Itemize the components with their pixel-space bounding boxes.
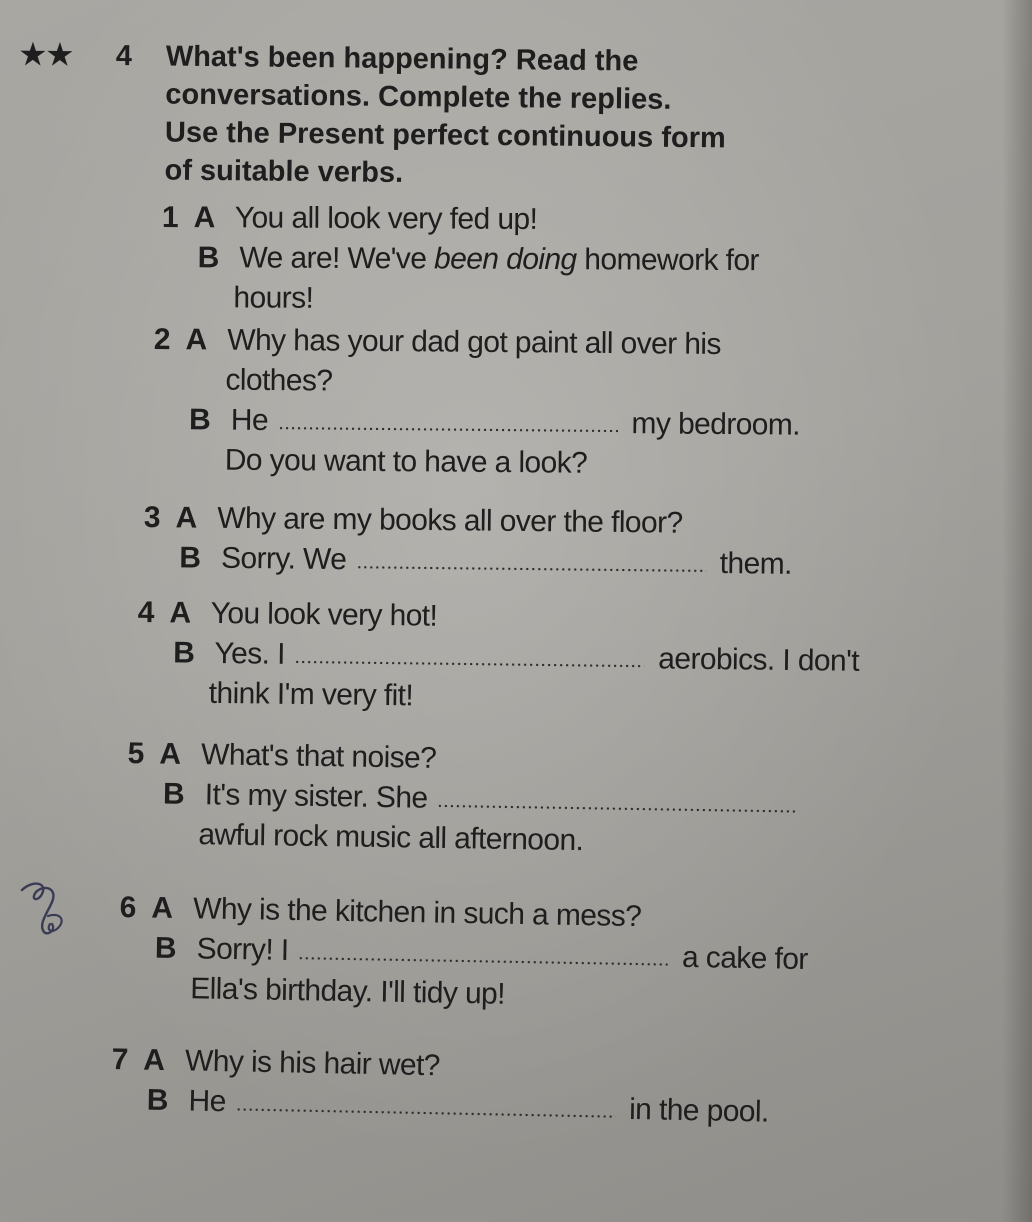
speaker-label: B (162, 777, 185, 811)
speaker-a-text: You all look very fed up! (234, 201, 538, 236)
speaker-a-line (144, 498, 793, 545)
speaker-label: B (173, 636, 195, 670)
reply-text: He (230, 403, 269, 437)
item-number: 7 (111, 1042, 129, 1077)
answer-blank[interactable] (235, 1107, 615, 1118)
conversation-5 (126, 734, 804, 865)
instruction-line: of suitable verbs. (164, 154, 404, 190)
reply-text: my bedroom. (631, 407, 801, 442)
speaker-a-text: You look very hot! (210, 596, 438, 633)
reply-continuation: hours! (233, 281, 314, 315)
conversation-7 (110, 1040, 769, 1133)
speaker-b-line (198, 238, 759, 281)
reply-continuation: Ella's birthday. I'll tidy up! (189, 972, 506, 1011)
conversation-2 (153, 320, 801, 486)
reply-text: It's my sister. She (204, 778, 428, 815)
speaker-label: B (154, 931, 177, 965)
reply-text: Sorry! I (196, 932, 289, 967)
exercise-number: 4 (115, 40, 133, 73)
pen-scribble (8, 872, 78, 942)
conversation-4 (137, 593, 860, 722)
reply-text: them. (719, 547, 792, 581)
speaker-label: A (151, 891, 173, 925)
conversation-1 (161, 198, 759, 321)
reply-text: Yes. I (214, 636, 286, 671)
speaker-label: A (185, 323, 207, 357)
item-number: 4 (137, 595, 155, 630)
speaker-label: A (193, 201, 215, 235)
speaker-a-text: Why are my books all over the floor? (217, 501, 683, 540)
reply-text: Sorry. We (220, 541, 347, 577)
example-answer: been doing (434, 242, 577, 277)
speaker-label: A (175, 501, 197, 535)
item-number: 1 (161, 200, 179, 235)
item-number: 6 (119, 890, 137, 925)
reply-text: He (188, 1084, 227, 1119)
reply-text: We are! We've (239, 241, 427, 276)
exercise-heading (18, 36, 840, 197)
reply-text: aerobics. I don't (658, 642, 860, 678)
speaker-label: A (143, 1043, 165, 1078)
speaker-a-continuation: clothes? (225, 363, 333, 398)
reply-continuation: awful rock music all afternoon. (198, 818, 584, 858)
speaker-a-line (154, 320, 801, 366)
speaker-a-text: Why is the kitchen in such a mess? (192, 892, 642, 934)
speaker-label: B (188, 403, 211, 437)
answer-blank[interactable] (356, 565, 706, 573)
reply-continuation: Do you want to have a look? (224, 443, 588, 480)
instruction-line: What's been happening? Read the (165, 40, 639, 78)
reply-text: a cake for (681, 940, 809, 977)
answer-blank[interactable] (298, 956, 668, 966)
speaker-label: B (179, 541, 201, 575)
speaker-b-line (189, 400, 800, 445)
reply-continuation: think I'm very fit! (208, 676, 414, 713)
item-number: 3 (143, 500, 161, 535)
exercise-instructions (164, 38, 840, 197)
speaker-a-text: What's that noise? (200, 738, 437, 775)
speaker-label: B (146, 1083, 169, 1118)
item-number: 5 (127, 736, 145, 771)
answer-blank[interactable] (437, 804, 797, 814)
speaker-label: A (159, 737, 181, 771)
speaker-b-line (179, 538, 792, 584)
answer-blank[interactable] (278, 426, 618, 433)
difficulty-stars: ★★ (19, 38, 74, 72)
item-number: 2 (153, 322, 171, 357)
speaker-a-text: Why has your dad got paint all over his (227, 323, 721, 361)
answer-blank[interactable] (294, 660, 644, 668)
conversation-3 (143, 498, 792, 585)
instruction-line: Use the Present perfect continuous form (164, 116, 726, 155)
conversation-6 (118, 888, 809, 1020)
reply-text: in the pool. (628, 1092, 770, 1129)
instruction-line: conversations. Complete the replies. (165, 78, 672, 116)
speaker-label: B (197, 241, 219, 275)
speaker-label: A (169, 596, 191, 630)
reply-text: homework for (584, 243, 759, 278)
speaker-a-text: Why is his hair wet? (184, 1044, 441, 1083)
speaker-a-line (162, 198, 759, 241)
